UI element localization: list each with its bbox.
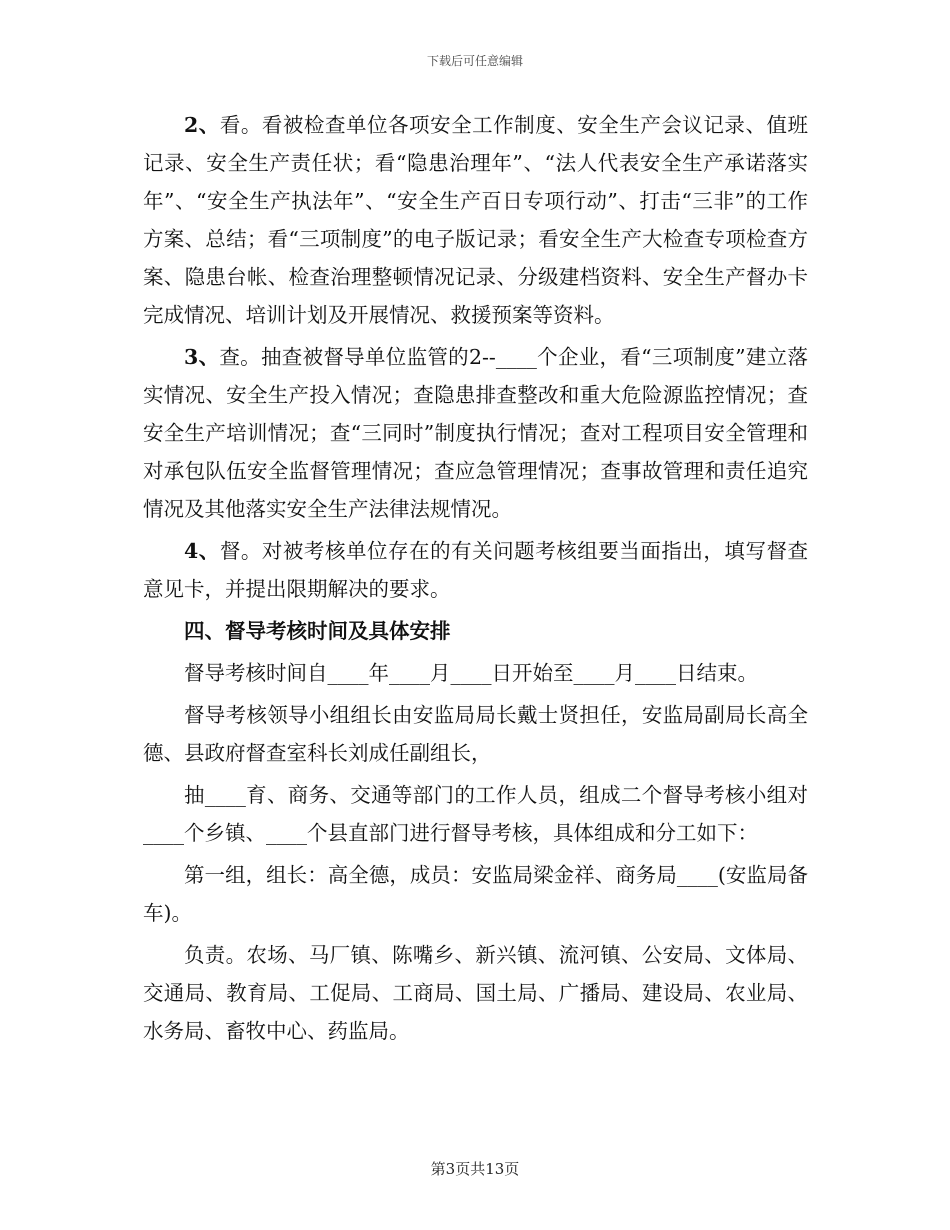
paragraph-item-3 (143, 338, 808, 528)
paragraph-item-2 (143, 106, 808, 334)
item-number: 4、 (184, 539, 220, 563)
paragraph-leadership: 督导考核领导小组组长由安监局局长戴士贤担任，安监局副局长高全德、县政府督查室科长刘成任副组长， (143, 703, 808, 765)
paragraph-schedule: 督导考核时间自____年____月____日开始至____月____日结束。 (184, 661, 758, 685)
paragraph-group-one: 第一组，组长：高全德，成员：安监局梁金祥、商务局____(安监局备车)。 (143, 863, 808, 925)
document-body (143, 106, 808, 1050)
page-header: 下载后可任意编辑 (426, 54, 523, 68)
page-number: 第3页共13页 (430, 1160, 520, 1178)
paragraph-staffing: 抽____育、商务、交通等部门的工作人员，组成二个督导考核小组对____个乡镇、____个县直部门进行督导考核，具体组成和分工如下： (143, 783, 808, 845)
paragraph-responsibility: 负责。农场、马厂镇、陈嘴乡、新兴镇、流河镇、公安局、文体局、交通局、教育局、工促局、工商局、国土局、广播局、建设局、农业局、水务局、畜牧中心、药监局。 (143, 943, 808, 1043)
item-number: 2、 (184, 113, 220, 137)
paragraph-text: 查。抽查被督导单位监管的2--____个企业，看“三项制度”建立落实情况、安全生产投入情况；查隐患排查整改和重大危险源监控情况；查安全生产培训情况；查“三同时”制度执行情况；查对工程项目安全管理和对承包队伍安全监督管理情况；查应急管理情况；查事故管理和责任追究情况及其他落实安全生产法律法规情况。 (143, 345, 809, 521)
paragraph-text: 看。看被检查单位各项安全工作制度、安全生产会议记录、值班记录、安全生产责任状；看“隐患治理年”、“法人代表安全生产承诺落实年”、“安全生产执法年”、“安全生产百日专项行动”、打击“三非”的工作方案、总结；看“三项制度”的电子版记录；看安全生产大检查专项检查方案、隐患台帐、检查治理整顿情况记录、分级建档资料、安全生产督办卡完成情况、培训计划及开展情况、救援预案等资料。 (143, 113, 809, 327)
paragraph-text: 督。对被考核单位存在的有关问题考核组要当面指出，填写督查意见卡，并提出限期解决的要求。 (143, 539, 809, 601)
paragraph-item-4 (143, 532, 808, 608)
section-heading: 四、督导考核时间及具体安排 (184, 619, 451, 643)
item-number: 3、 (184, 345, 220, 369)
